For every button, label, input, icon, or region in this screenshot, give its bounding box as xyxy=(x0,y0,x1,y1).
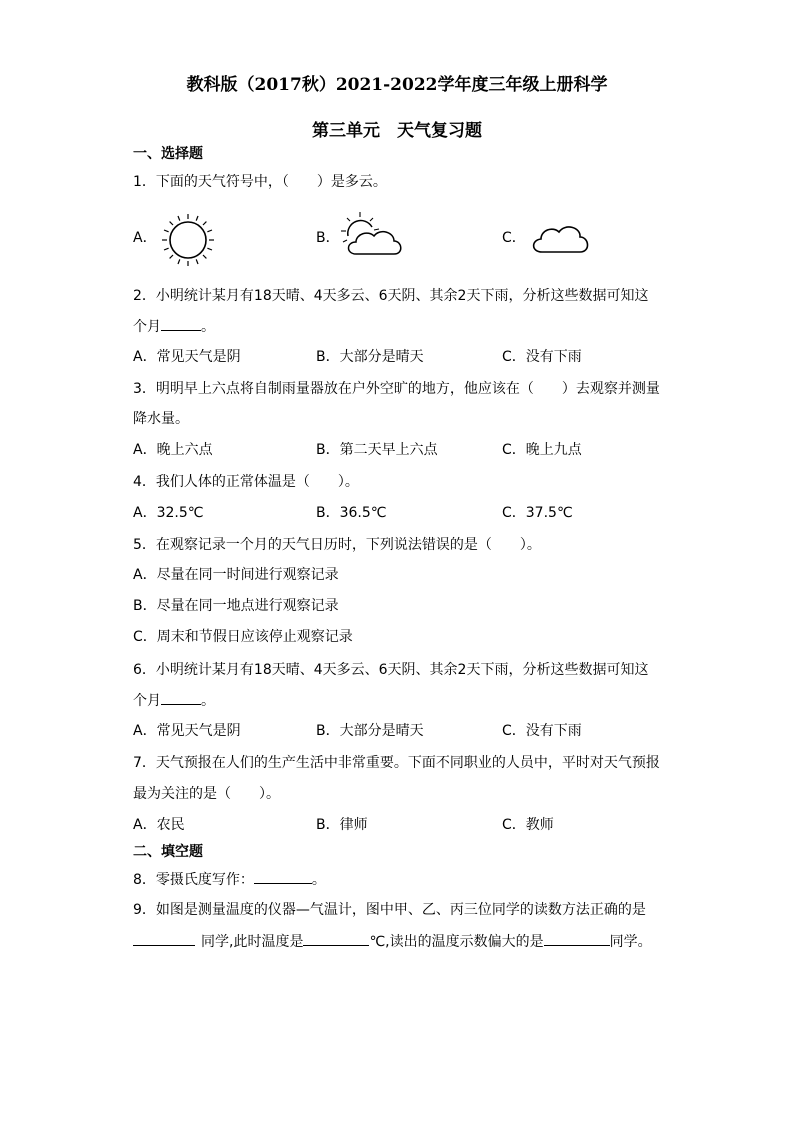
q2-option-a: A．常见天气是阴 xyxy=(133,349,241,365)
q1-option-c-label: C． xyxy=(502,230,526,246)
q2-option-c: C．没有下雨 xyxy=(502,349,582,365)
question-6-stem-line1: 6．小明统计某月有18天晴、4天多云、6天阴、其余2天下雨，分析这些数据可知这 xyxy=(133,662,649,678)
q1-option-c xyxy=(502,228,526,248)
q6-option-b: B．大部分是晴天 xyxy=(316,723,424,739)
answer-blank[interactable] xyxy=(544,931,610,946)
q1-option-a xyxy=(133,228,157,248)
question-7-stem-line1: 7．天气预报在人们的生产生活中非常重要。下面不同职业的人员中，平时对天气预报 xyxy=(133,755,660,771)
section-fill-heading: 二、填空题 xyxy=(133,844,203,860)
question-1-stem: 1．下面的天气符号中，（ ）是多云。 xyxy=(133,174,387,190)
q1-option-b-label: B． xyxy=(316,230,340,246)
answer-blank[interactable] xyxy=(161,690,201,705)
question-3-stem-line1: 3．明明早上六点将自制雨量器放在户外空旷的地方，他应该在（ ）去观察并测量 xyxy=(133,381,660,397)
answer-blank[interactable] xyxy=(303,931,369,946)
q5-option-c: C．周末和节假日应该停止观察记录 xyxy=(133,629,353,645)
answer-blank[interactable] xyxy=(133,931,195,946)
sun-icon xyxy=(160,212,216,268)
question-8: 8．零摄氏度写作： 。 xyxy=(133,869,326,890)
q3-option-a: A．晚上六点 xyxy=(133,442,213,458)
answer-blank[interactable] xyxy=(254,869,312,884)
section-choice-heading: 一、选择题 xyxy=(133,146,203,162)
q5-option-b: B．尽量在同一地点进行观察记录 xyxy=(133,598,339,614)
q2-option-b: B．大部分是晴天 xyxy=(316,349,424,365)
page-subtitle: 第三单元 天气复习题 xyxy=(312,121,482,141)
q7-option-a: A．农民 xyxy=(133,817,185,833)
q4-option-c: C．37.5℃ xyxy=(502,505,573,521)
q7-option-c: C．教师 xyxy=(502,817,554,833)
q1-option-b xyxy=(316,228,340,248)
q3-option-b: B．第二天早上六点 xyxy=(316,442,438,458)
question-6-stem-line2: 个月 。 xyxy=(133,690,215,711)
question-2-stem-line1: 2．小明统计某月有18天晴、4天多云、6天阴、其余2天下雨，分析这些数据可知这 xyxy=(133,288,649,304)
question-9-stem-line1: 9．如图是测量温度的仪器—气温计，图中甲、乙、丙三位同学的读数方法正确的是 xyxy=(133,902,646,918)
q4-option-a: A．32.5℃ xyxy=(133,505,204,521)
q6-option-c: C．没有下雨 xyxy=(502,723,582,739)
q4-option-b: B．36.5℃ xyxy=(316,505,387,521)
q7-option-b: B．律师 xyxy=(316,817,368,833)
question-2-stem-line2: 个月 。 xyxy=(133,316,215,337)
question-7-stem-line2: 最为关注的是（ ）。 xyxy=(133,786,280,802)
q5-option-a: A．尽量在同一时间进行观察记录 xyxy=(133,567,339,583)
question-9-stem-line2: 同学,此时温度是 ℃,读出的温度示数偏大的是 同学。 xyxy=(133,931,652,952)
question-3-stem-line2: 降水量。 xyxy=(133,411,189,427)
q1-option-a-label: A． xyxy=(133,230,157,246)
sun-behind-cloud-icon xyxy=(338,210,406,262)
answer-blank[interactable] xyxy=(161,316,201,331)
cloud-icon xyxy=(528,218,592,258)
question-5-stem: 5．在观察记录一个月的天气日历时，下列说法错误的是（ ）。 xyxy=(133,537,541,553)
question-4-stem: 4．我们人体的正常体温是（ ）。 xyxy=(133,474,359,490)
q6-option-a: A．常见天气是阴 xyxy=(133,723,241,739)
q3-option-c: C．晚上九点 xyxy=(502,442,582,458)
page-title: 教科版（2017秋）2021-2022学年度三年级上册科学 xyxy=(186,75,608,95)
